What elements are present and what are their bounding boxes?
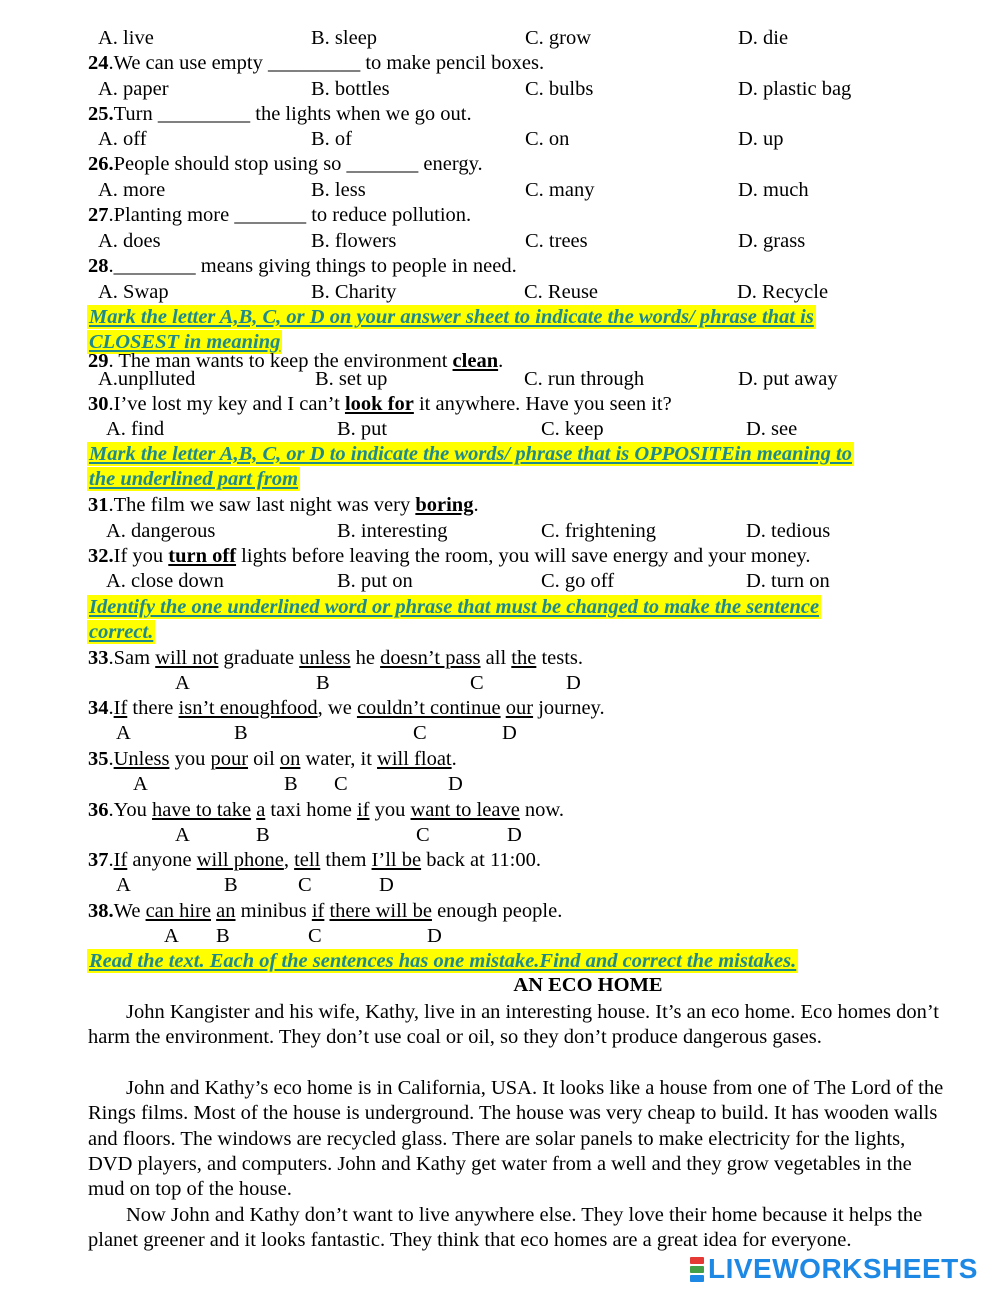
q34-letter-a: A — [116, 722, 131, 744]
q25-option-b: B. of — [311, 128, 352, 150]
q35-letter-b: B — [284, 773, 298, 795]
q35-sentence: 35.Unless you pour oil on water, it will float. — [88, 748, 457, 770]
q33-sentence: 33.Sam will not graduate unless he doesn’t pass all the tests. — [88, 647, 584, 669]
q38-letter-c: C — [308, 925, 322, 947]
q37-part-a: If — [113, 849, 128, 871]
q33-part-b: unless — [299, 647, 351, 669]
reading-paragraph-1: John Kangister and his wife, Kathy, live in an interesting house. It’s an eco home. Eco homes don’t harm the environment. They don’t use coal or oil, so they don’t produce dangerous gases. — [88, 1001, 939, 1049]
q23-option-c: C. grow — [525, 27, 592, 49]
q28-option-d: D. Recycle — [737, 281, 829, 303]
q24-option-b: B. bottles — [311, 78, 390, 100]
q29-question: 29. The man wants to keep the environment clean. — [88, 350, 504, 372]
q37-letter-c: C — [298, 874, 312, 896]
q30-option-a: A. find — [106, 418, 165, 440]
q27-option-a: A. does — [98, 230, 161, 252]
q35-letter-c: C — [334, 773, 348, 795]
q37-letter-a: A — [116, 874, 131, 896]
q34-letter-c: C — [413, 722, 427, 744]
q38-letter-b: B — [216, 925, 230, 947]
q36-letter-a: A — [175, 824, 190, 846]
q26-option-c: C. many — [525, 179, 595, 201]
q31-option-c: C. frightening — [541, 520, 657, 542]
q36-part-d: want to leave — [410, 799, 520, 821]
q33-part-c: doesn’t pass — [380, 647, 481, 669]
q36-part-c: if — [356, 799, 370, 821]
q38-letter-d: D — [427, 925, 442, 947]
q26-question: 26.People should stop using so _______ energy. — [88, 153, 483, 175]
q33-letter-c: C — [470, 672, 484, 694]
q24-option-d: D. plastic bag — [738, 78, 852, 100]
q24-option-a: A. paper — [98, 78, 169, 100]
q23-option-b: B. sleep — [311, 27, 378, 49]
q29-option-b: B. set up — [315, 368, 388, 390]
q33-part-d: the — [511, 647, 537, 669]
q32-option-d: D. turn on — [746, 570, 830, 592]
q35-part-b: pour — [210, 748, 249, 770]
q31-option-a: A. dangerous — [106, 520, 216, 542]
instruction-closest-line2: CLOSEST in meaning — [89, 331, 281, 353]
instruction-opposite-line2: the underlined part from — [89, 468, 299, 490]
q35-part-c: on — [279, 748, 301, 770]
q34-part-a: If — [113, 697, 128, 719]
q23-option-d: D. die — [738, 27, 789, 49]
q32-option-c: C. go off — [541, 570, 615, 592]
q34-letter-b: B — [234, 722, 248, 744]
q29-option-a: A.unplluted — [98, 368, 196, 390]
q34-sentence: 34.If there isn’t enoughfood, we couldn’t continue our journey. — [88, 697, 605, 719]
q38-sentence: 38.We can hire an minibus if there will be enough people. — [88, 900, 563, 922]
q34-part-b: isn’t enoughfood — [178, 697, 318, 719]
q38-part-b: an — [216, 900, 236, 922]
q35-part-a: Unless — [113, 748, 170, 770]
liveworksheets-logo — [690, 1254, 978, 1284]
q25-option-c: C. on — [525, 128, 570, 150]
q31-option-b: B. interesting — [337, 520, 448, 542]
q34-part-c: couldn’t continue — [356, 697, 501, 719]
q33-letter-d: D — [566, 672, 581, 694]
q24-question: 24.We can use empty _________ to make pencil boxes. — [88, 52, 545, 74]
q38-letter-a: A — [164, 925, 179, 947]
q37-part-d: I’ll be — [371, 849, 422, 871]
q36-sentence: 36.You have to take a taxi home if you want to leave now. — [88, 799, 565, 821]
liveworksheets-logo-text: LIVEWORKSHEETS — [708, 1253, 978, 1284]
reading-title: AN ECO HOME — [513, 974, 663, 996]
q31-keyword: boring — [415, 494, 474, 516]
q37-sentence: 37.If anyone will phone, tell them I’ll be back at 11:00. — [88, 849, 542, 871]
q28-question: 28.________ means giving things to people in need. — [88, 255, 517, 277]
q24-option-c: C. bulbs — [525, 78, 594, 100]
instruction-closest-line1: Mark the letter A,B, C, or D on your answer sheet to indicate the words/ phrase that is — [89, 306, 814, 328]
q27-option-c: C. trees — [525, 230, 588, 252]
q26-option-a: A. more — [98, 179, 166, 201]
q30-option-d: D. see — [746, 418, 798, 440]
q27-question: 27.Planting more _______ to reduce pollution. — [88, 204, 472, 226]
q26-option-b: B. less — [311, 179, 366, 201]
q31-question: 31.The film we saw last night was very boring. — [88, 494, 479, 516]
q27-option-d: D. grass — [738, 230, 806, 252]
q25-option-a: A. off — [98, 128, 147, 150]
q36-letter-c: C — [416, 824, 430, 846]
q25-option-d: D. up — [738, 128, 784, 150]
q38-part-a: can hire — [145, 900, 212, 922]
q38-part-d: there will be — [329, 900, 432, 922]
q23-option-a: A. live — [98, 27, 154, 49]
q37-letter-d: D — [379, 874, 394, 896]
q30-keyword: look for — [344, 393, 414, 415]
q34-part-d: our — [505, 697, 534, 719]
q35-letter-a: A — [133, 773, 148, 795]
reading-paragraph-3: Now John and Kathy don’t want to live anywhere else. They love their home because it helps the planet greener and it looks fantastic. They think that eco homes are a great idea for everyone. — [88, 1204, 923, 1252]
q33-letter-a: A — [175, 672, 190, 694]
q29-keyword: clean — [452, 350, 499, 372]
liveworksheets-logo-icon — [690, 1257, 704, 1282]
q36-part-b: a — [256, 799, 266, 821]
reading-paragraph-2: John and Kathy’s eco home is in California, USA. It looks like a house from one of The Lord of the Rings films. Most of the house is underground. The house was very cheap to build. It has wooden walls and floors. The windows are recycled glass. There are solar panels to make electricity for the lights, DVD players, and computers. John and Kathy get water from a well and they grow vegetables in the mud on top of the house. — [88, 1077, 944, 1201]
instruction-identify-line1: Identify the one underlined word or phrase that must be changed to make the sentence — [89, 596, 820, 618]
q37-part-c: tell — [294, 849, 321, 871]
q33-part-a: will not — [155, 647, 219, 669]
q38-part-c: if — [311, 900, 325, 922]
q35-part-d: will float — [377, 748, 452, 770]
q27-option-b: B. flowers — [311, 230, 397, 252]
q32-option-a: A. close down — [106, 570, 224, 592]
q34-letter-d: D — [502, 722, 517, 744]
q28-option-b: B. Charity — [311, 281, 397, 303]
q33-letter-b: B — [316, 672, 330, 694]
q32-option-b: B. put on — [337, 570, 413, 592]
q30-option-b: B. put — [337, 418, 388, 440]
instruction-read-text: Read the text. Each of the sentences has one mistake.Find and correct the mistakes. — [89, 950, 797, 972]
q37-letter-b: B — [224, 874, 238, 896]
q35-letter-d: D — [448, 773, 463, 795]
q36-part-a: have to take — [152, 799, 252, 821]
q36-letter-d: D — [507, 824, 522, 846]
q28-option-a: A. Swap — [98, 281, 169, 303]
q37-part-b: will phone — [196, 849, 284, 871]
q32-question: 32.If you turn off lights before leaving the room, you will save energy and your money. — [88, 545, 811, 567]
instruction-opposite-line1: Mark the letter A,B, C, or D to indicate the words/ phrase that is OPPOSITEin meaning to — [89, 443, 852, 465]
q30-question: 30.I’ve lost my key and I can’t look for it anywhere. Have you seen it? — [88, 393, 672, 415]
q25-question: 25.Turn _________ the lights when we go out. — [88, 103, 472, 125]
q28-option-c: C. Reuse — [524, 281, 599, 303]
q32-keyword: turn off — [168, 545, 237, 567]
q26-option-d: D. much — [738, 179, 809, 201]
q29-option-d: D. put away — [738, 368, 838, 390]
instruction-identify-line2: correct. — [89, 621, 154, 643]
q31-option-d: D. tedious — [746, 520, 831, 542]
q36-letter-b: B — [256, 824, 270, 846]
q30-option-c: C. keep — [541, 418, 604, 440]
q29-option-c: C. run through — [524, 368, 645, 390]
